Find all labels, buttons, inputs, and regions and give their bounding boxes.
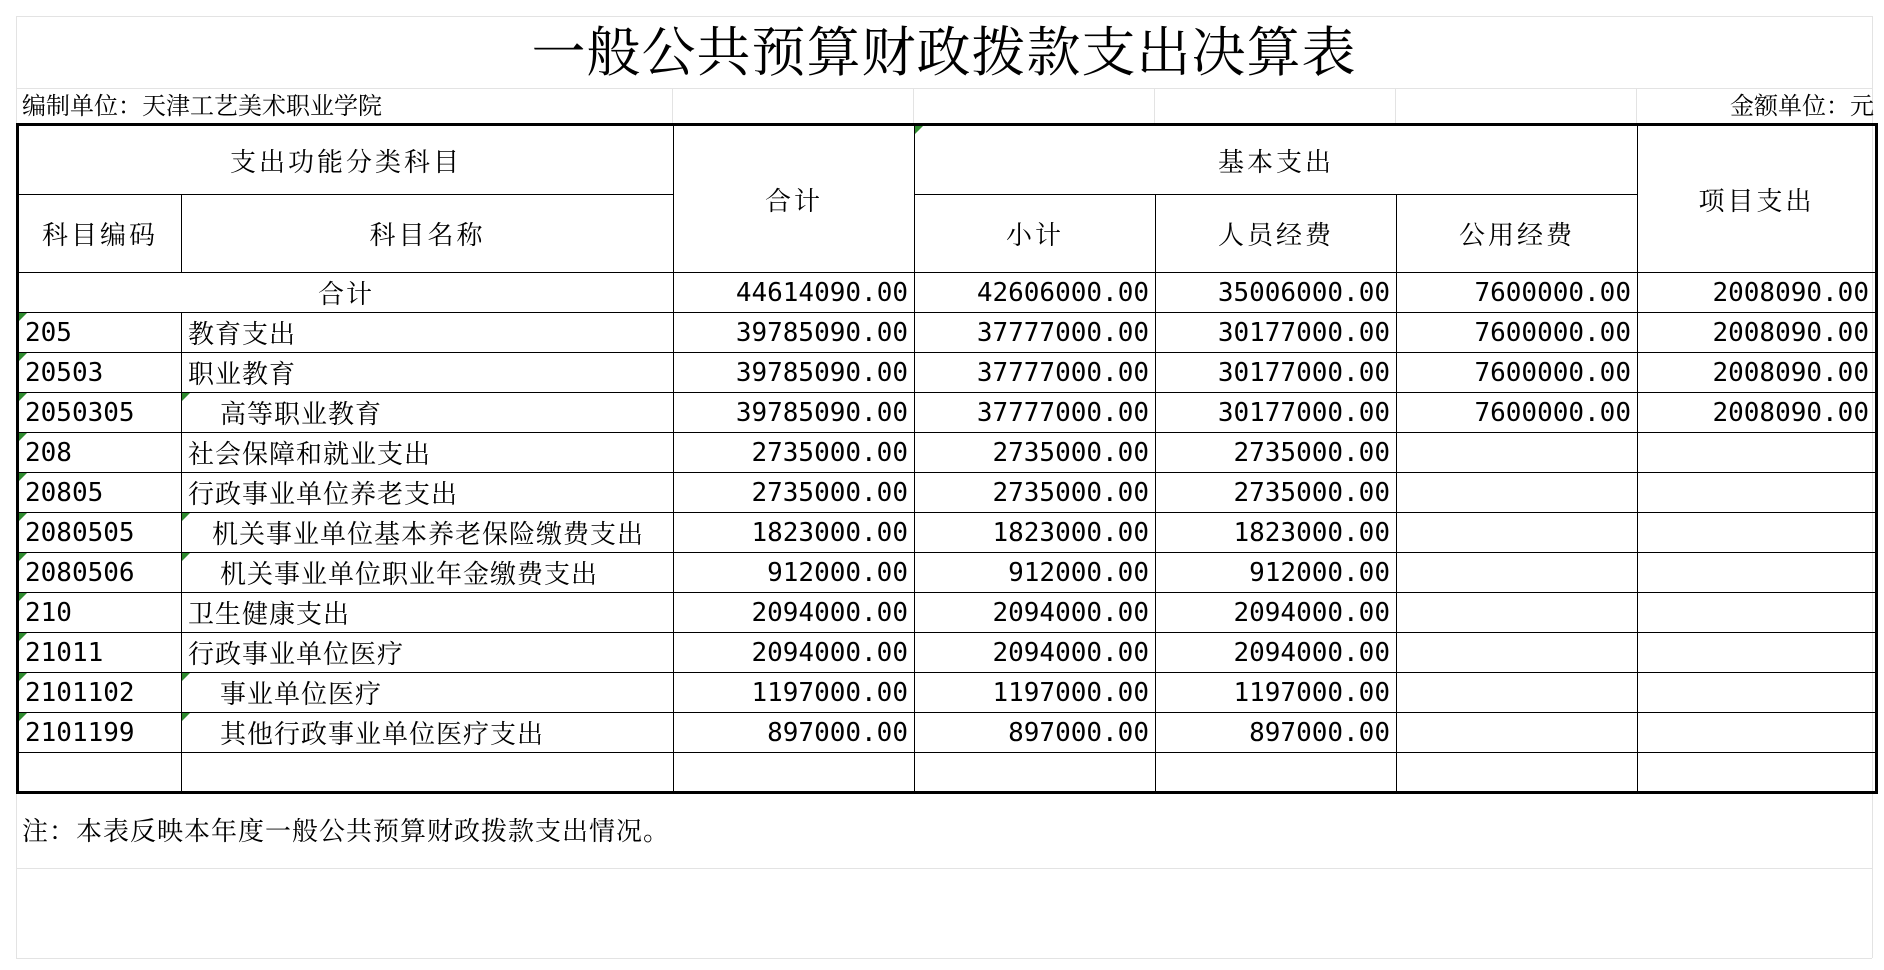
grid-line	[1395, 88, 1396, 123]
total-cell: 912000.00	[674, 553, 915, 593]
project-cell: 2008090.00	[1638, 273, 1877, 313]
personnel-cell: 30177000.00	[1156, 353, 1397, 393]
total-cell: 2094000.00	[674, 593, 915, 633]
grid-line	[16, 868, 1872, 869]
table-row	[18, 353, 1877, 393]
project-cell	[1638, 633, 1877, 673]
personnel-cell: 1823000.00	[1156, 513, 1397, 553]
name-cell: 行政事业单位医疗	[182, 633, 674, 673]
total-cell: 39785090.00	[674, 353, 915, 393]
grid-line	[913, 88, 914, 123]
table-row	[18, 633, 1877, 673]
amount-unit: 金额单位：元	[1730, 92, 1874, 120]
public-cell	[1397, 553, 1638, 593]
name-cell: 教育支出	[182, 313, 674, 353]
code-cell: 205	[18, 313, 182, 353]
personnel-cell: 897000.00	[1156, 713, 1397, 753]
name-cell: 机关事业单位基本养老保险缴费支出	[182, 513, 674, 553]
table-row	[18, 433, 1877, 473]
public-cell	[1397, 433, 1638, 473]
project-cell	[1638, 513, 1877, 553]
code-cell: 2080506	[18, 553, 182, 593]
empty-cell	[1397, 753, 1638, 793]
code-cell: 2080505	[18, 513, 182, 553]
code-cell: 2050305	[18, 393, 182, 433]
public-cell: 7600000.00	[1397, 313, 1638, 353]
personnel-cell: 30177000.00	[1156, 393, 1397, 433]
project-cell: 2008090.00	[1638, 353, 1877, 393]
header-function-category: 支出功能分类科目	[18, 125, 674, 195]
personnel-cell: 912000.00	[1156, 553, 1397, 593]
subtotal-cell: 42606000.00	[915, 273, 1156, 313]
name-cell: 行政事业单位养老支出	[182, 473, 674, 513]
project-cell: 2008090.00	[1638, 393, 1877, 433]
grid-line	[16, 16, 1872, 17]
table-row-empty	[18, 753, 1877, 793]
table-row	[18, 593, 1877, 633]
personnel-cell: 2094000.00	[1156, 633, 1397, 673]
empty-cell	[915, 753, 1156, 793]
public-cell: 7600000.00	[1397, 393, 1638, 433]
table-row	[18, 713, 1877, 753]
subtotal-cell: 912000.00	[915, 553, 1156, 593]
name-cell: 事业单位医疗	[182, 673, 674, 713]
code-cell: 208	[18, 433, 182, 473]
total-cell: 39785090.00	[674, 313, 915, 353]
public-cell: 7600000.00	[1397, 353, 1638, 393]
subtotal-cell: 2094000.00	[915, 633, 1156, 673]
header-total: 合计	[674, 125, 915, 273]
name-cell: 高等职业教育	[182, 393, 674, 433]
empty-cell	[182, 753, 674, 793]
header-name: 科目名称	[182, 195, 674, 273]
grid-line	[16, 88, 1872, 89]
name-cell: 社会保障和就业支出	[182, 433, 674, 473]
code-cell: 21011	[18, 633, 182, 673]
personnel-cell: 2735000.00	[1156, 473, 1397, 513]
public-cell: 7600000.00	[1397, 273, 1638, 313]
subtotal-cell: 37777000.00	[915, 393, 1156, 433]
table-row	[18, 393, 1877, 433]
table-note: 注：本表反映本年度一般公共预算财政拨款支出情况。	[22, 817, 671, 847]
subtotal-cell: 897000.00	[915, 713, 1156, 753]
table-row-total	[18, 273, 1877, 313]
name-cell: 职业教育	[182, 353, 674, 393]
header-code: 科目编码	[18, 195, 182, 273]
name-cell: 其他行政事业单位医疗支出	[182, 713, 674, 753]
total-label: 合计	[18, 273, 674, 313]
subtotal-cell: 1197000.00	[915, 673, 1156, 713]
public-cell	[1397, 633, 1638, 673]
total-cell: 1823000.00	[674, 513, 915, 553]
header-project: 项目支出	[1638, 125, 1877, 273]
table-row	[18, 673, 1877, 713]
subtotal-cell: 1823000.00	[915, 513, 1156, 553]
subtotal-cell: 2735000.00	[915, 433, 1156, 473]
empty-cell	[1156, 753, 1397, 793]
code-cell: 2101102	[18, 673, 182, 713]
table-row	[18, 513, 1877, 553]
empty-cell	[1638, 753, 1877, 793]
code-cell: 210	[18, 593, 182, 633]
header-subtotal: 小计	[915, 195, 1156, 273]
code-cell: 20805	[18, 473, 182, 513]
total-cell: 39785090.00	[674, 393, 915, 433]
compiling-unit: 编制单位：天津工艺美术职业学院	[22, 92, 382, 120]
grid-line	[1636, 88, 1637, 123]
empty-cell	[674, 753, 915, 793]
public-cell	[1397, 593, 1638, 633]
subtotal-cell: 2735000.00	[915, 473, 1156, 513]
personnel-cell: 2735000.00	[1156, 433, 1397, 473]
personnel-cell: 1197000.00	[1156, 673, 1397, 713]
page-title: 一般公共预算财政拨款支出决算表	[531, 21, 1357, 84]
code-cell: 2101199	[18, 713, 182, 753]
total-cell: 2094000.00	[674, 633, 915, 673]
project-cell	[1638, 713, 1877, 753]
table-row	[18, 553, 1877, 593]
subtotal-cell: 2094000.00	[915, 593, 1156, 633]
header-personnel: 人员经费	[1156, 195, 1397, 273]
total-cell: 1197000.00	[674, 673, 915, 713]
public-cell	[1397, 713, 1638, 753]
name-cell: 卫生健康支出	[182, 593, 674, 633]
empty-cell	[18, 753, 182, 793]
project-cell	[1638, 553, 1877, 593]
expenditure-table	[16, 123, 1878, 794]
header-basic: 基本支出	[915, 125, 1638, 195]
subtotal-cell: 37777000.00	[915, 313, 1156, 353]
public-cell	[1397, 473, 1638, 513]
personnel-cell: 30177000.00	[1156, 313, 1397, 353]
public-cell	[1397, 673, 1638, 713]
code-cell: 20503	[18, 353, 182, 393]
total-cell: 44614090.00	[674, 273, 915, 313]
grid-line	[672, 88, 673, 123]
total-cell: 897000.00	[674, 713, 915, 753]
table-row	[18, 313, 1877, 353]
project-cell	[1638, 433, 1877, 473]
subtotal-cell: 37777000.00	[915, 353, 1156, 393]
total-cell: 2735000.00	[674, 473, 915, 513]
total-cell: 2735000.00	[674, 433, 915, 473]
grid-line	[1154, 88, 1155, 123]
project-cell	[1638, 473, 1877, 513]
personnel-cell: 35006000.00	[1156, 273, 1397, 313]
header-public: 公用经费	[1397, 195, 1638, 273]
project-cell: 2008090.00	[1638, 313, 1877, 353]
name-cell: 机关事业单位职业年金缴费支出	[182, 553, 674, 593]
table-row	[18, 473, 1877, 513]
project-cell	[1638, 593, 1877, 633]
personnel-cell: 2094000.00	[1156, 593, 1397, 633]
project-cell	[1638, 673, 1877, 713]
public-cell	[1397, 513, 1638, 553]
grid-line	[16, 958, 1872, 959]
